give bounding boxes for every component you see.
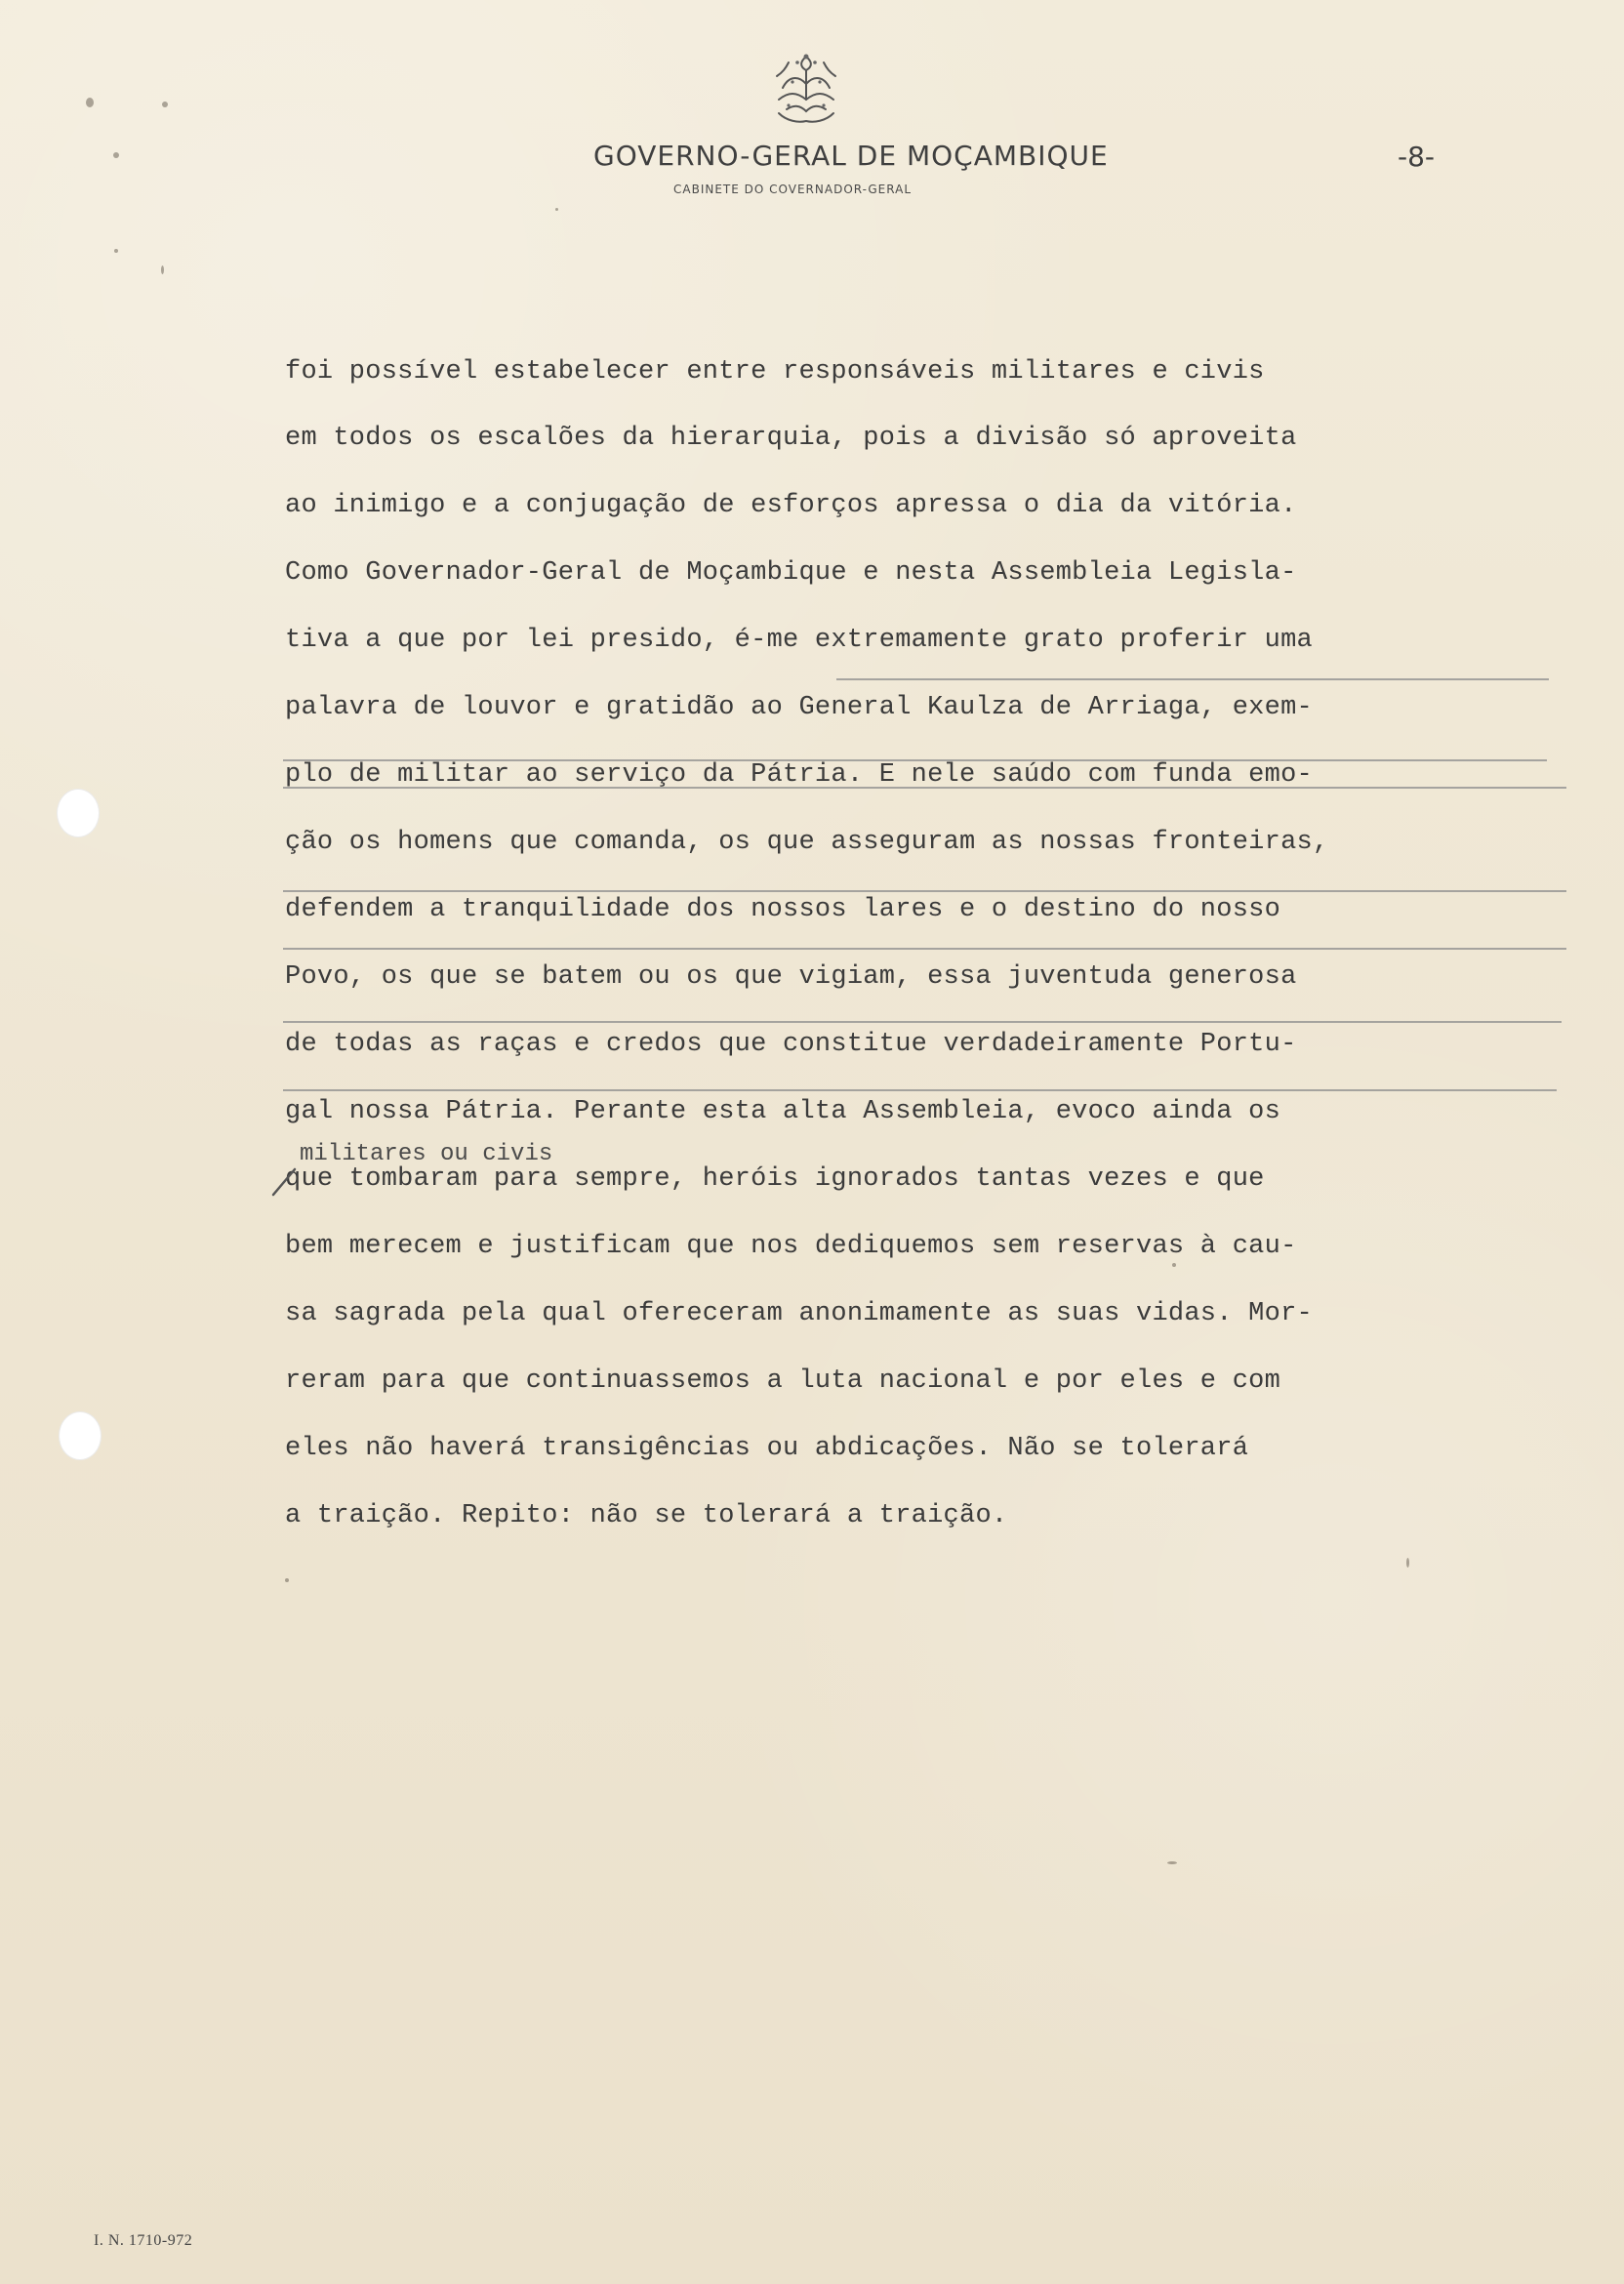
coat-of-arms-icon bbox=[759, 49, 853, 129]
paper-speck bbox=[1406, 1558, 1409, 1568]
letterhead bbox=[0, 49, 1624, 215]
paper-speck bbox=[114, 249, 118, 253]
insertion-caret-icon bbox=[269, 1165, 301, 1199]
text-line: em todos os escalões da hierarquia, pois a divisão só aproveita bbox=[285, 424, 1297, 453]
text-line: sa sagrada pela qual ofereceram anonimamente as suas vidas. Mor- bbox=[285, 1299, 1313, 1328]
paper-speck bbox=[162, 102, 168, 107]
print-code: I. N. 1710-972 bbox=[94, 2232, 193, 2249]
text-line: foi possível estabelecer entre responsáveis militares e civis bbox=[285, 357, 1265, 387]
text-line: que tombaram para sempre, heróis ignorados tantas vezes e que bbox=[285, 1164, 1265, 1194]
text-line: reram para que continuassemos a luta nacional e por eles e com bbox=[285, 1366, 1281, 1396]
cabinet-subtitle: CABINETE DO COVERNADOR-GERAL bbox=[673, 183, 913, 196]
text-line: ção os homens que comanda, os que asseguram as nossas fronteiras, bbox=[285, 828, 1329, 857]
text-line: gal nossa Pátria. Perante esta alta Assembleia, evoco ainda os bbox=[285, 1097, 1281, 1126]
punch-hole bbox=[59, 1411, 102, 1460]
paper-speck bbox=[1172, 1263, 1176, 1267]
text-line: defendem a tranquilidade dos nossos lares e o destino do nosso bbox=[285, 895, 1281, 924]
paper-speck bbox=[285, 1578, 289, 1582]
paper-speck bbox=[86, 98, 94, 107]
paper-speck bbox=[555, 208, 558, 211]
text-line: Povo, os que se batem ou os que vigiam, essa juventuda generosa bbox=[285, 962, 1297, 992]
text-line: bem merecem e justificam que nos dediquemos sem reservas à cau- bbox=[285, 1232, 1297, 1261]
text-line: palavra de louvor e gratidão ao General Kaulza de Arriaga, exem- bbox=[285, 693, 1313, 722]
paper-speck bbox=[113, 152, 119, 158]
page-number: -8- bbox=[1398, 141, 1436, 173]
text-line: de todas as raças e credos que constitue verdadeiramente Portu- bbox=[285, 1030, 1297, 1059]
text-line: tiva a que por lei presido, é-me extremamente grato proferir uma bbox=[285, 626, 1313, 655]
text-line: eles não haverá transigências ou abdicações. Não se tolerará bbox=[285, 1434, 1249, 1463]
inserted-text: militares ou civis bbox=[300, 1141, 553, 1167]
paper-speck bbox=[1167, 1861, 1177, 1864]
text-line: ao inimigo e a conjugação de esforços apressa o dia da vitória. bbox=[285, 491, 1297, 520]
speech-text-block bbox=[285, 353, 1569, 1564]
text-line: plo de militar ao serviço da Pátria. E nele saúdo com funda emo- bbox=[285, 760, 1313, 790]
text-line: Como Governador-Geral de Moçambique e nesta Assembleia Legisla- bbox=[285, 558, 1297, 588]
text-line: a traição. Repito: não se tolerará a traição. bbox=[285, 1501, 1008, 1530]
paper-speck bbox=[161, 265, 164, 274]
government-title: GOVERNO-GERAL DE MOÇAMBIQUE bbox=[593, 140, 1109, 172]
punch-hole bbox=[57, 789, 100, 837]
